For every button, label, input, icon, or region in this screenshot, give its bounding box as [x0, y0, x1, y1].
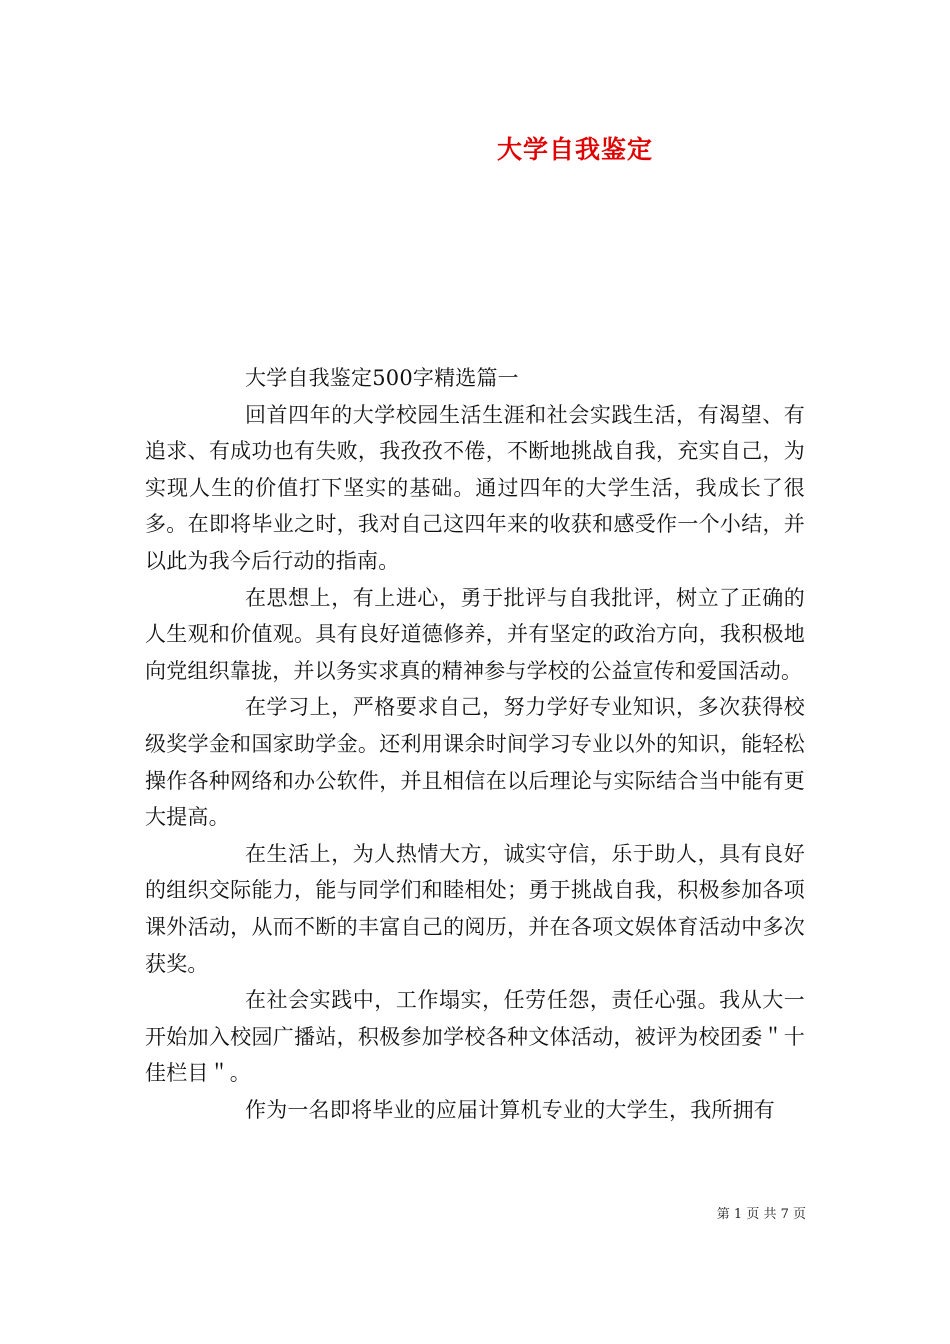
paragraph-intro: 回首四年的大学校园生活生涯和社会实践生活，有渴望、有追求、有成功也有失败，我孜孜不倦，不断地挑战自我，充实自己，为实现人生的价值打下坚实的基础。通过四年的大学生活，我成长了很多。在即将毕业之时，我对自己这四年来的收获和感受作一个小结，并以此为我今后行动的指南。: [145, 402, 805, 573]
paragraph-thought: 在思想上，有上进心，勇于批评与自我批评，树立了正确的人生观和价值观。具有良好道德修养，并有坚定的政治方向，我积极地向党组织靠拢，并以务实求真的精神参与学校的公益宣传和爱国活动。: [145, 585, 805, 683]
section-subheading: 大学自我鉴定500字精选篇一: [245, 366, 519, 390]
page-number: 第 1 页 共 7 页: [716, 1207, 806, 1222]
paragraph-closing: 作为一名即将毕业的应届计算机专业的大学生，我所拥有: [245, 1097, 775, 1122]
paragraph-practice: 在社会实践中，工作塌实，任劳任怨，责任心强。我从大一开始加入校园广播站，积极参加学校各种文体活动，被评为校团委＂十佳栏目＂。: [145, 988, 805, 1086]
paragraph-study: 在学习上，严格要求自己，努力学好专业知识，多次获得校级奖学金和国家助学金。还利用课余时间学习专业以外的知识，能轻松操作各种网络和办公软件，并且相信在以后理论与实际结合当中能有更大提高。: [145, 695, 805, 830]
paragraph-life: 在生活上，为人热情大方，诚实守信，乐于助人，具有良好的组织交际能力，能与同学们和睦相处；勇于挑战自我，积极参加各项课外活动，从而不断的丰富自己的阅历，并在各项文娱体育活动中多次获奖。: [145, 841, 805, 976]
document-body: [145, 360, 805, 1128]
document-title: 大学自我鉴定: [496, 135, 653, 164]
